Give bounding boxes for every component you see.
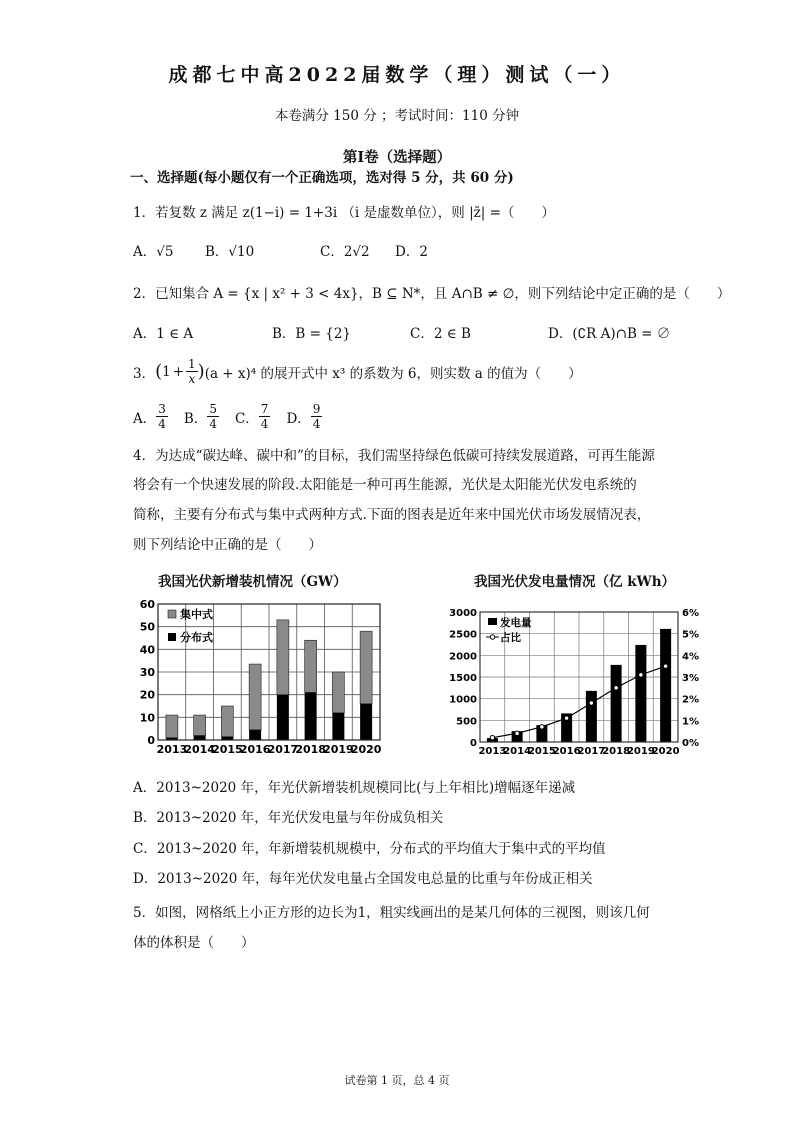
section-title: 第Ⅰ卷（选择题） <box>342 149 452 166</box>
bar-centralized <box>249 664 261 730</box>
denominator: 4 <box>312 417 321 431</box>
x-tick-label: 2019 <box>626 746 655 757</box>
legend-marker-share <box>490 635 494 639</box>
x-tick-label: 2020 <box>350 743 382 756</box>
point-share <box>564 716 568 720</box>
question-2-stem: 2．已知集合 A = {x | x² + 3 < 4x}，B ⊆ N*，且 A∩B ≠ ∅，则下列结论中定正确的是（ ） <box>133 286 731 302</box>
paren-open: ( <box>155 361 163 382</box>
part-header: 一、选择题(每小题仅有一个正确选项，选对得 5 分，共 60 分) <box>130 170 514 186</box>
q1-option-a: A．√5 <box>133 244 174 260</box>
x-tick-label: 2017 <box>267 743 299 756</box>
legend-label-distributed: 分布式 <box>180 631 213 644</box>
denominator: 4 <box>158 417 166 431</box>
y2-tick-label: 3% <box>682 673 699 684</box>
bar-generation <box>586 691 597 742</box>
x-tick-label: 2014 <box>503 746 532 757</box>
x-tick-label: 2014 <box>184 743 215 756</box>
x-tick-label: 2013 <box>156 743 188 756</box>
x-tick-label: 2015 <box>527 746 556 757</box>
point-share <box>663 664 667 668</box>
bar-distributed <box>305 692 317 740</box>
chart-1-title: 我国光伏新增装机情况（GW） <box>158 574 347 590</box>
point-share <box>515 731 519 735</box>
q3-option-b-letter: B． <box>183 410 208 427</box>
y-tick-label: 2000 <box>449 651 477 663</box>
bar-centralized <box>194 715 206 735</box>
q4-line-2: 将会有一个快速发展的阶段.太阳能是一种可再生能源，光伏是太阳能光伏发电系统的 <box>133 477 637 493</box>
bar-centralized <box>277 620 289 695</box>
y2-tick-label: 0% <box>682 738 699 749</box>
bar-generation <box>635 645 646 742</box>
x-tick-label: 2015 <box>212 743 243 756</box>
legend-swatch-generation <box>488 618 497 625</box>
q5-line-1: 5．如图，网格纸上小正方形的边长为1，粗实线画出的是某几何体的三视图，则该几何 <box>133 905 650 921</box>
bar-generation <box>611 665 622 742</box>
bar-centralized <box>332 672 344 713</box>
y-tick-label: 0 <box>470 738 477 749</box>
x-tick-label: 2013 <box>478 746 507 757</box>
numerator: 1 <box>188 357 196 371</box>
denominator: 4 <box>209 417 217 431</box>
q2-option-a: A．1 ∈ A <box>133 326 194 342</box>
q4-option-c: C．2013~2020 年，年新增装机规模中，分布式的平均值大于集中式的平均值 <box>133 841 606 857</box>
y-tick-label: 500 <box>456 716 477 728</box>
x-tick-label: 2020 <box>651 746 680 757</box>
legend-label-share: 占比 <box>500 632 521 644</box>
q4-option-a: A．2013~2020 年，年光伏新增装机规模同比(与上年相比)增幅逐年递减 <box>133 780 576 796</box>
y-tick-label: 20 <box>139 688 155 702</box>
q4-option-b: B．2013~2020 年，年光伏发电量与年份成负相关 <box>133 810 444 826</box>
q3-one: 1 <box>162 363 171 380</box>
bar-distributed <box>277 695 289 740</box>
q2-option-b: B．B = {2} <box>272 326 352 342</box>
bar-centralized <box>166 715 178 738</box>
y-tick-label: 10 <box>139 711 155 725</box>
bar-distributed <box>332 713 344 740</box>
q1-option-b: B．√10 <box>205 244 255 260</box>
chart-2-generation <box>440 604 710 762</box>
q3-option-d-fraction <box>311 402 323 431</box>
page-title: 成都七中高2022届数学（理）测试（一） <box>168 64 626 86</box>
x-tick-label: 2016 <box>552 746 581 757</box>
bar-distributed <box>194 735 206 740</box>
x-tick-label: 2018 <box>295 743 326 756</box>
bar-centralized <box>221 706 233 737</box>
y-tick-label: 60 <box>139 598 155 611</box>
bar-distributed <box>249 730 261 740</box>
point-share <box>589 701 593 705</box>
y-tick-label: 1000 <box>449 694 477 706</box>
fraction-1-over-x <box>186 357 198 386</box>
y2-tick-label: 4% <box>682 651 699 663</box>
bar-generation <box>660 629 671 742</box>
chart-2-title: 我国光伏发电量情况（亿 kWh） <box>474 574 676 590</box>
q4-line-3: 简称，主要有分布式与集中式两种方式.下面的图表是近年来中国光伏市场发展情况表， <box>133 507 651 523</box>
y-tick-label: 2500 <box>449 629 477 641</box>
y2-tick-label: 5% <box>682 629 699 641</box>
bar-centralized <box>360 631 372 704</box>
q3-option-a-fraction <box>156 402 168 431</box>
chart-1-new-installations <box>130 596 392 762</box>
y-tick-label: 1500 <box>449 673 477 684</box>
q3-number: 3． <box>133 365 156 382</box>
x-tick-label: 2016 <box>239 743 271 756</box>
question-3-stem <box>133 357 582 386</box>
question-1-stem: 1．若复数 z 满足 z(1−i) = 1+3i （i 是虚数单位），则 |z̄| =（ ） <box>133 205 555 221</box>
q2-option-c: C．2 ∈ B <box>410 326 471 342</box>
legend-swatch-centralized <box>168 610 176 618</box>
q4-line-1: 4．为达成“碳达峰、碳中和”的目标，我们需坚持绿色低碳可持续发展道路，可再生能源 <box>133 448 655 464</box>
numerator: 9 <box>312 402 321 416</box>
point-share <box>639 673 643 677</box>
q3-option-d-letter: D． <box>286 410 311 427</box>
numerator: 3 <box>158 402 166 416</box>
y2-tick-label: 1% <box>682 716 699 728</box>
point-share <box>614 686 618 690</box>
q3-option-a-letter: A． <box>133 410 157 427</box>
numerator: 7 <box>260 402 269 416</box>
x-tick-label: 2017 <box>577 746 606 757</box>
q1-option-c: C．2√2 <box>320 244 370 260</box>
legend-label-generation: 发电量 <box>500 617 532 629</box>
denominator: 4 <box>260 417 269 431</box>
y-tick-label: 40 <box>139 643 155 657</box>
plus-sign: + <box>172 363 185 380</box>
y-tick-label: 30 <box>139 666 155 679</box>
legend-label-centralized: 集中式 <box>180 608 213 621</box>
y2-tick-label: 2% <box>682 694 699 706</box>
q3-option-c-letter: C． <box>234 410 259 427</box>
bar-centralized <box>305 640 317 692</box>
q3-stem-rest: (a + x)⁴ 的展开式中 x³ 的系数为 6，则实数 a 的值为（ ） <box>204 365 582 382</box>
y-tick-label: 0 <box>147 734 155 747</box>
q4-line-4: 则下列结论中正确的是（ ） <box>133 537 322 553</box>
y2-tick-label: 6% <box>682 608 699 619</box>
bar-distributed <box>360 704 372 740</box>
q4-option-d: D．2013~2020 年，每年光伏发电量占全国发电总量的比重与年份成正相关 <box>133 871 593 887</box>
y-tick-label: 50 <box>139 620 155 634</box>
q5-line-2: 体的体积是（ ） <box>133 935 255 951</box>
denominator: x <box>188 372 196 386</box>
legend-swatch-distributed <box>168 633 176 641</box>
y-tick-label: 3000 <box>449 608 477 619</box>
q3-options <box>133 402 322 431</box>
point-share <box>540 725 544 729</box>
page-footer: 试卷第 1 页，总 4 页 <box>344 1074 450 1087</box>
exam-info: 本卷满分 150 分 ；考试时间：110 分钟 <box>274 108 520 124</box>
x-tick-label: 2018 <box>602 746 631 757</box>
point-share <box>490 735 494 739</box>
numerator: 5 <box>209 402 217 416</box>
q1-option-d: D．2 <box>395 244 428 260</box>
x-tick-label: 2019 <box>323 743 354 756</box>
paren-close: ) <box>197 361 205 382</box>
q3-option-c-fraction <box>259 402 271 431</box>
q3-option-b-fraction <box>207 402 219 431</box>
q2-option-d: D．(∁R A)∩B = ∅ <box>548 326 671 342</box>
